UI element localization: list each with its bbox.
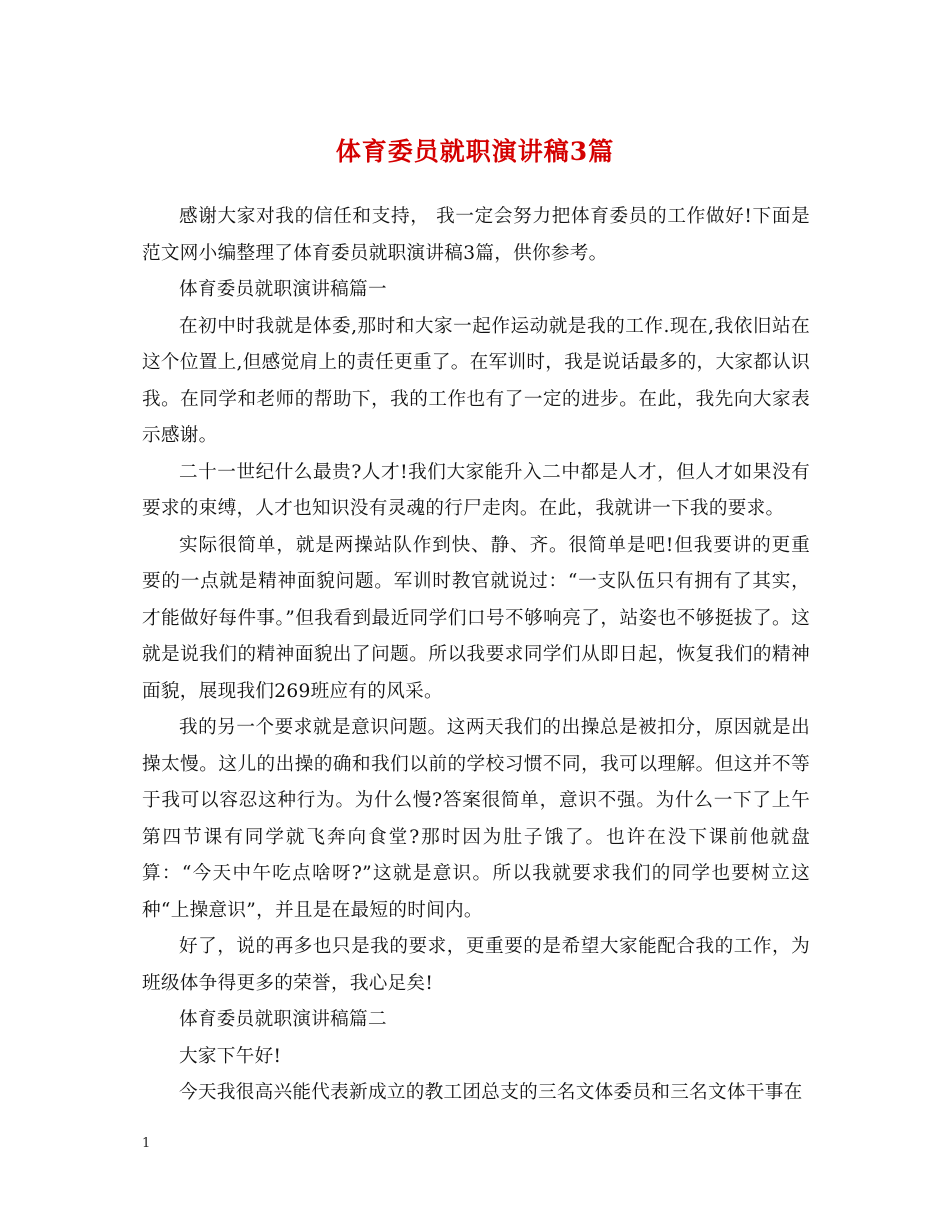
document-title: 体育委员就职演讲稿3篇 [335, 137, 615, 166]
paragraph: 实际很简单，就是两操站队作到快、静、齐。很简单是吧!但我要讲的更重要的一点就是精神面貌问题。军训时教官就说过：“一支队伍只有拥有了其实，才能做好每件事。”但我看到最近同学们口号不够响亮了，站姿也不够挺拔了。这就是说我们的精神面貌出了问题。所以我要求同学们从即日起，恢复我们的精神面貌，展现我们269班应有的风采。 [142, 534, 810, 702]
paragraph: 我的另一个要求就是意识问题。这两天我们的出操总是被扣分，原因就是出操太慢。这儿的出操的确和我们以前的学校习惯不同，我可以理解。但这并不等于我可以容忍这种行为。为什么慢?答案很简单，意识不强。为什么一下了上午第四节课有同学就飞奔向食堂?那时因为肚子饿了。也许在没下课前他就盘算：“今天中午吃点啥呀?”这就是意识。所以我就要求我们的同学也要树立这种“上操意识”，并且是在最短的时间内。 [142, 717, 810, 921]
document-body [142, 199, 810, 1112]
section-heading-one: 体育委员就职演讲稿篇一 [179, 279, 387, 300]
page-number: 1 [142, 1136, 151, 1151]
paragraph: 今天我很高兴能代表新成立的教工团总支的三名文体委员和三名文体干事在 [179, 1082, 803, 1103]
section-heading-two: 体育委员就职演讲稿篇二 [179, 1009, 387, 1030]
greeting: 大家下午好! [179, 1045, 282, 1067]
paragraph: 好了，说的再多也只是我的要求，更重要的是希望大家能配合我的工作，为班级体争得更多的荣誉，我心足矣! [142, 936, 810, 994]
paragraph-intro: 感谢大家对我的信任和支持， 我一定会努力把体育委员的工作做好!下面是范文网小编整理了体育委员就职演讲稿3篇，供你参考。 [142, 206, 810, 264]
paragraph: 二十一世纪什么最贵?人才!我们大家能升入二中都是人才，但人才如果没有要求的束缚，人才也知识没有灵魂的行尸走肉。在此，我就讲一下我的要求。 [142, 461, 810, 519]
paragraph: 在初中时我就是体委,那时和大家一起作运动就是我的工作.现在,我依旧站在这个位置上,但感觉肩上的责任更重了。在军训时，我是说话最多的，大家都认识我。在同学和老师的帮助下，我的工作也有了一定的进步。在此，我先向大家表示感谢。 [142, 315, 810, 446]
